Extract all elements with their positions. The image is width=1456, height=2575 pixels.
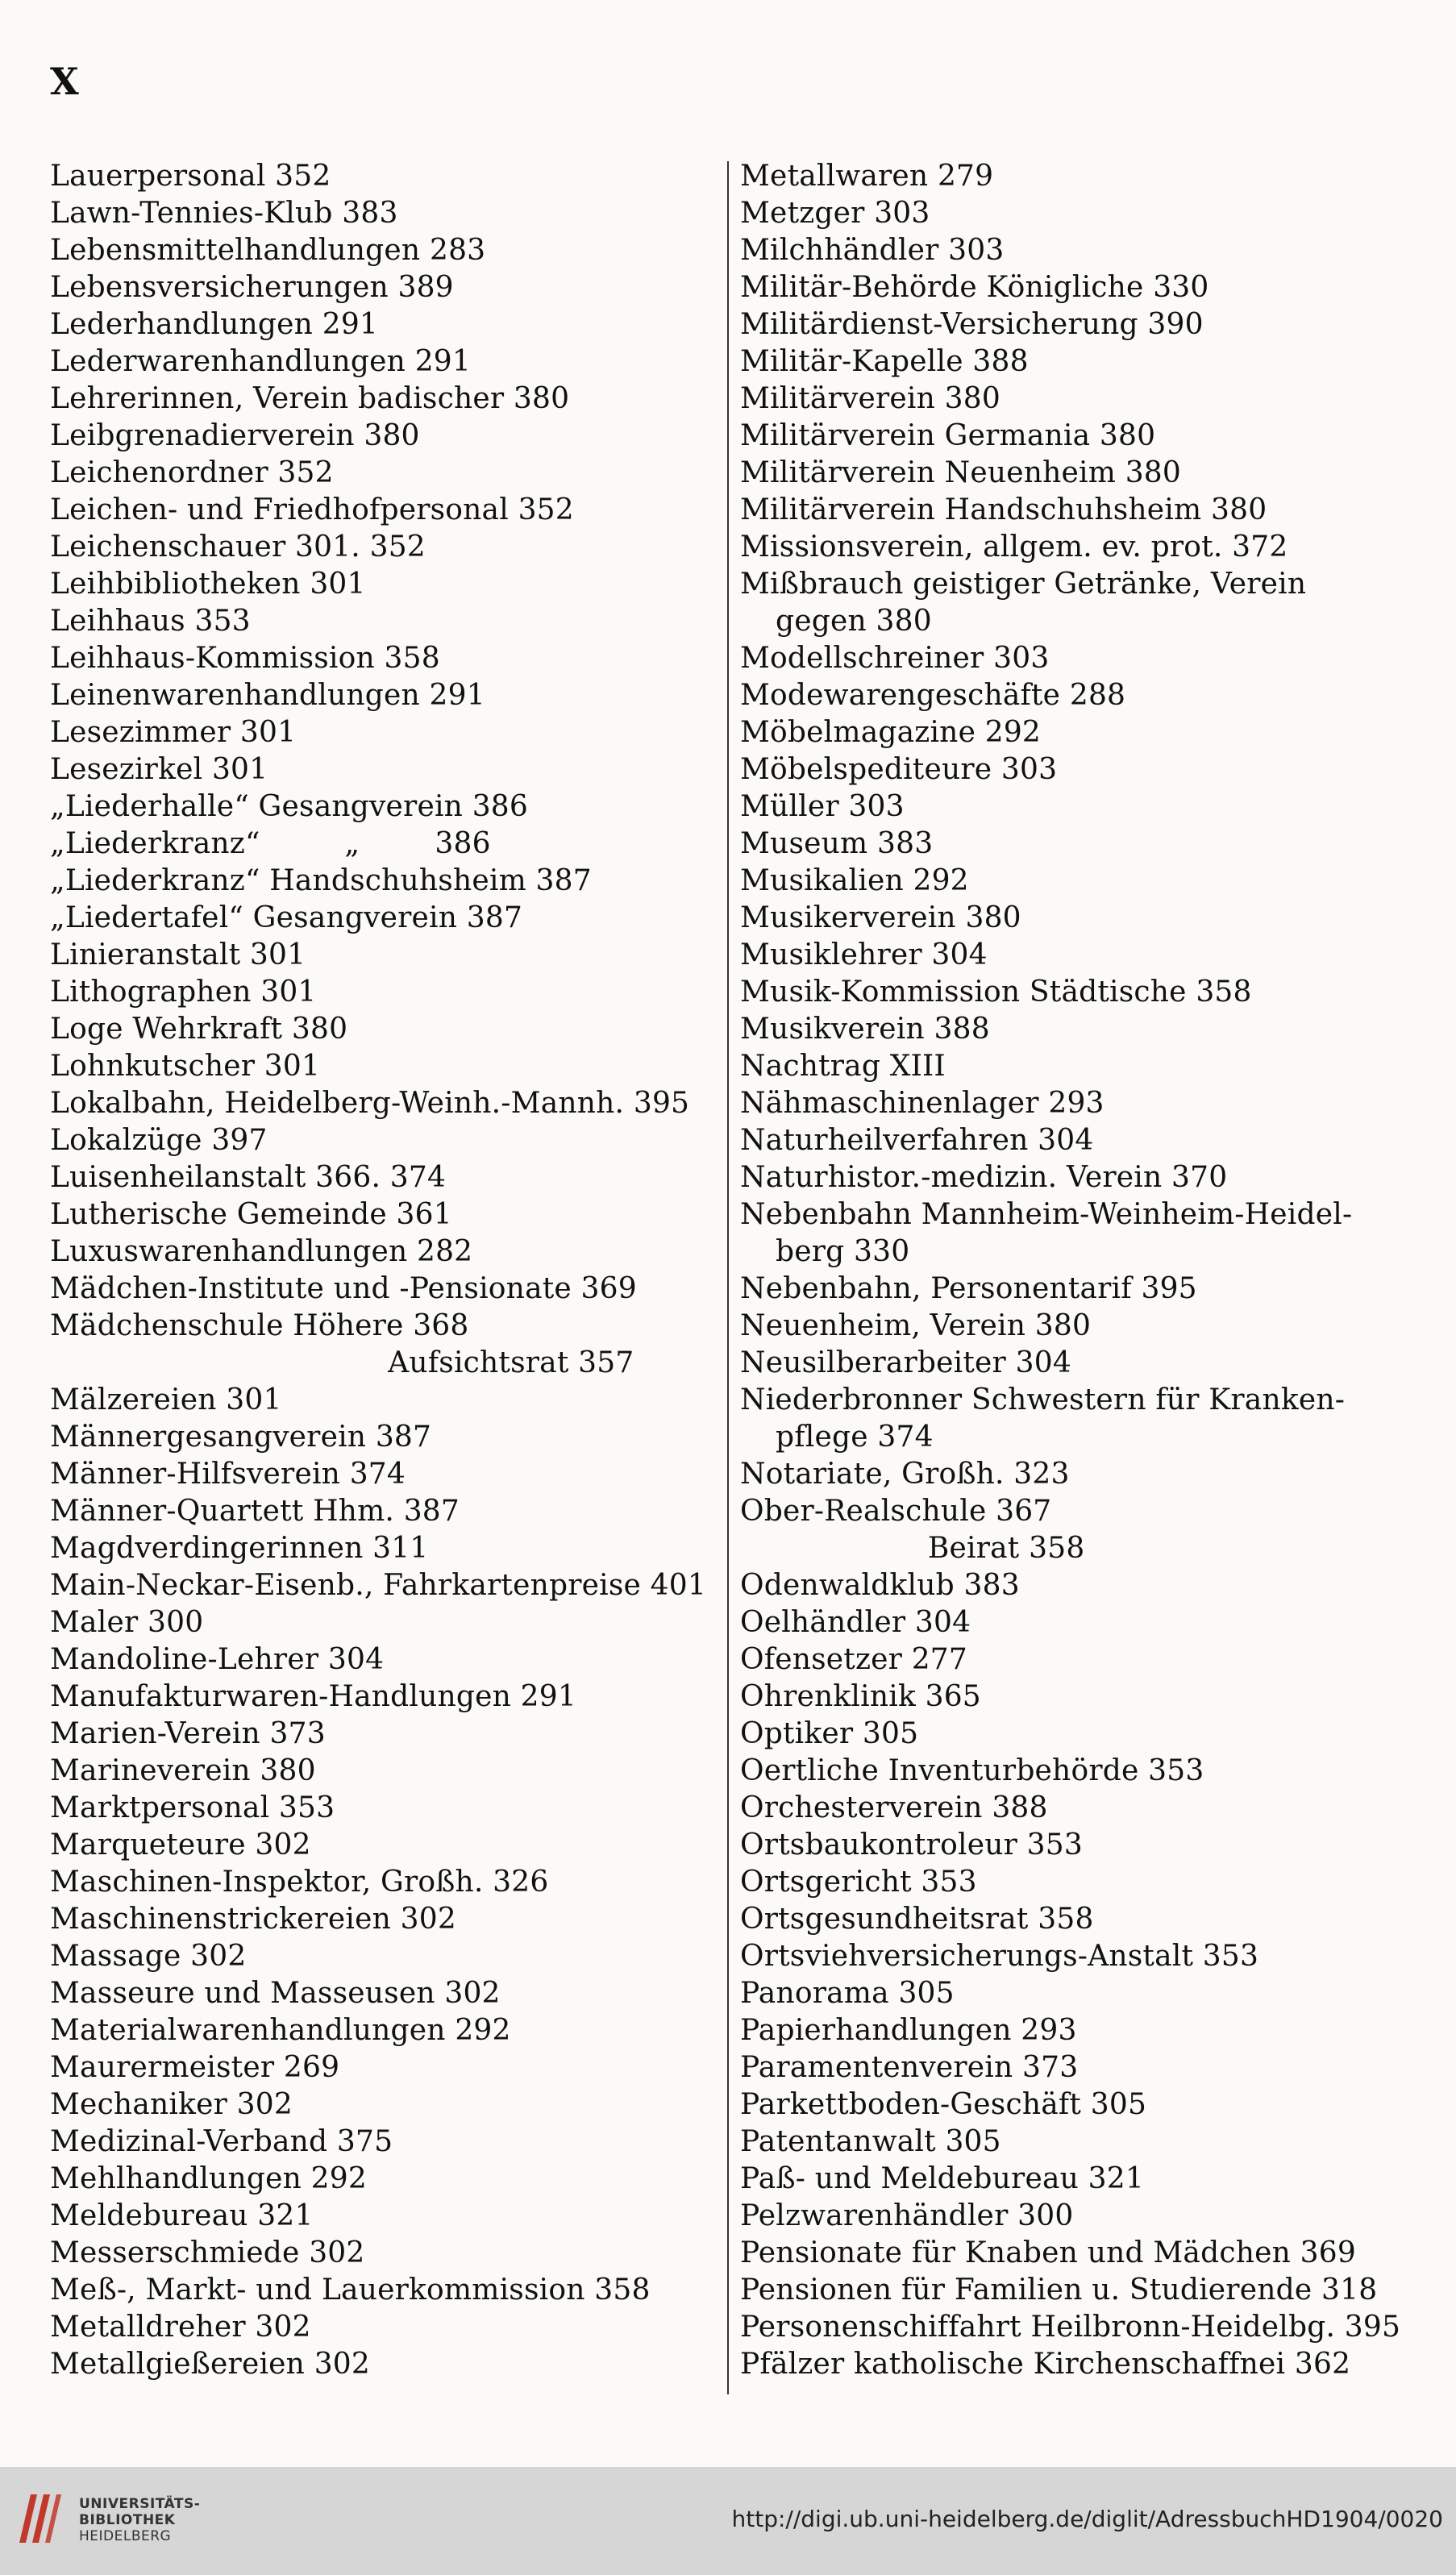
- index-entry: „Liederkranz“ „ 386: [50, 827, 491, 860]
- index-entry: Medizinal-Verband 375: [50, 2125, 393, 2158]
- index-entry: Ortsbaukontroleur 353: [740, 1828, 1083, 1862]
- index-entry: Mandoline-Lehrer 304: [50, 1643, 385, 1676]
- index-entry: Mälzereien 301: [50, 1383, 282, 1416]
- index-entry: Luisenheilanstalt 366. 374: [50, 1161, 447, 1194]
- index-entry: Musiklehrer 304: [740, 938, 988, 971]
- index-entry: Masseure und Masseusen 302: [50, 1977, 501, 2010]
- library-name-line: UNIVERSITÄTS-: [79, 2496, 201, 2512]
- index-entry: Leihbibliotheken 301: [50, 568, 366, 601]
- index-entry: Müller 303: [740, 790, 905, 823]
- index-entry: Leichenordner 352: [50, 456, 334, 489]
- index-entry: Leichenschauer 301. 352: [50, 530, 426, 564]
- library-name-line: HEIDELBERG: [79, 2528, 172, 2544]
- index-entry: Linieranstalt 301: [50, 938, 306, 971]
- index-entry: Modellschreiner 303: [740, 642, 1050, 675]
- index-entry: Orchesterverein 388: [740, 1791, 1048, 1824]
- index-entry: Möbelspediteure 303: [740, 753, 1058, 786]
- index-entry: Männer-Quartett Hhm. 387: [50, 1495, 460, 1528]
- index-entry: Metallgießereien 302: [50, 2348, 371, 2381]
- index-entry: Massage 302: [50, 1940, 247, 1973]
- index-entry: Mehlhandlungen 292: [50, 2162, 367, 2195]
- index-entry: Oertliche Inventurbehörde 353: [740, 1754, 1204, 1787]
- index-entry: Lohnkutscher 301: [50, 1050, 321, 1083]
- index-entry: Ohrenklinik 365: [740, 1680, 981, 1713]
- index-entry: Musik-Kommission Städtische 358: [740, 976, 1252, 1009]
- index-entry: Patentanwalt 305: [740, 2125, 1001, 2158]
- index-entry: Metalldreher 302: [50, 2311, 311, 2344]
- footer-bar: [0, 2467, 1456, 2575]
- index-entry: Luxuswarenhandlungen 282: [50, 1235, 473, 1268]
- index-entry: Beirat 358: [740, 1532, 1085, 1565]
- index-entry: Marqueteure 302: [50, 1828, 311, 1862]
- index-entry: Militär-Behörde Königliche 330: [740, 271, 1209, 304]
- index-entry: Leibgrenadierverein 380: [50, 419, 420, 452]
- index-entry: Main-Neckar-Eisenb., Fahrkartenpreise 401: [50, 1569, 706, 1602]
- index-entry: Museum 383: [740, 827, 934, 860]
- index-entry: Nebenbahn Mannheim-Weinheim-Heidel-: [740, 1198, 1353, 1231]
- index-entry: Naturhistor.-medizin. Verein 370: [740, 1161, 1228, 1194]
- index-entry: Maschinen-Inspektor, Großh. 326: [50, 1866, 549, 1899]
- index-entry: Personenschiffahrt Heilbronn-Heidelbg. 395: [740, 2311, 1401, 2344]
- index-entry: Lehrerinnen, Verein badischer 380: [50, 382, 570, 415]
- index-entry: Maler 300: [50, 1606, 204, 1639]
- column-divider: [727, 161, 729, 2394]
- index-entry: Leihhaus 353: [50, 605, 251, 638]
- index-entry: Paramentenverein 373: [740, 2051, 1079, 2084]
- index-entry: Neusilberarbeiter 304: [740, 1346, 1071, 1379]
- index-entry: Meß-, Markt- und Lauerkommission 358: [50, 2273, 651, 2307]
- index-entry: Leichen- und Friedhofpersonal 352: [50, 493, 574, 526]
- index-entry: gegen 380: [776, 605, 932, 638]
- index-entry: Musikerverein 380: [740, 901, 1021, 934]
- source-url-link[interactable]: http://digi.ub.uni-heidelberg.de/diglit/AdressbuchHD1904/0020: [731, 2506, 1443, 2532]
- index-entry: Lokalbahn, Heidelberg-Weinh.-Mannh. 395: [50, 1087, 690, 1120]
- index-entry: Naturheilverfahren 304: [740, 1124, 1094, 1157]
- index-entry: Lebensversicherungen 389: [50, 271, 454, 304]
- index-entry: Militärdienst-Versicherung 390: [740, 308, 1204, 341]
- index-entry: Panorama 305: [740, 1977, 955, 2010]
- index-entry: Mädchen-Institute und -Pensionate 369: [50, 1272, 637, 1305]
- index-entry: Lederhandlungen 291: [50, 308, 379, 341]
- index-entry: Ofensetzer 277: [740, 1643, 968, 1676]
- index-entry: Odenwaldklub 383: [740, 1569, 1020, 1602]
- index-entry: „Liederkranz“ Handschuhsheim 387: [50, 864, 592, 897]
- index-entry: Aufsichtsrat 357: [50, 1346, 634, 1379]
- index-entry: Nebenbahn, Personentarif 395: [740, 1272, 1197, 1305]
- index-entry: Lesezimmer 301: [50, 716, 297, 749]
- index-entry: Pelzwarenhändler 300: [740, 2199, 1074, 2232]
- left-index-column: [50, 158, 723, 2383]
- index-entry: Oelhändler 304: [740, 1606, 971, 1639]
- index-entry: Mechaniker 302: [50, 2088, 293, 2121]
- index-entry: Männergesangverein 387: [50, 1421, 432, 1454]
- index-entry: Metallwaren 279: [740, 160, 994, 193]
- index-entry: Marktpersonal 353: [50, 1791, 335, 1824]
- index-entry: Männer-Hilfsverein 374: [50, 1458, 406, 1491]
- index-entry: Leinenwarenhandlungen 291: [50, 679, 485, 712]
- index-entry: Maschinenstrickereien 302: [50, 1903, 456, 1936]
- index-entry: Neuenheim, Verein 380: [740, 1309, 1092, 1342]
- index-entry: Parkettboden-Geschäft 305: [740, 2088, 1147, 2121]
- index-entry: Maurermeister 269: [50, 2051, 340, 2084]
- index-entry: Lawn-Tennies-Klub 383: [50, 197, 398, 230]
- index-entry: Materialwarenhandlungen 292: [50, 2014, 511, 2047]
- index-entry: Messerschmiede 302: [50, 2236, 365, 2269]
- index-entry: Notariate, Großh. 323: [740, 1458, 1070, 1491]
- index-entry: Marineverein 380: [50, 1754, 316, 1787]
- index-entry: Leihhaus-Kommission 358: [50, 642, 440, 675]
- index-entry: Militärverein Handschuhsheim 380: [740, 493, 1267, 526]
- index-entry: Militärverein Germania 380: [740, 419, 1156, 452]
- index-entry: Militärverein 380: [740, 382, 1000, 415]
- index-entry: Pensionen für Familien u. Studierende 318: [740, 2273, 1378, 2307]
- index-entry: berg 330: [776, 1235, 910, 1268]
- index-entry: Milchhändler 303: [740, 234, 1005, 267]
- index-entry: Pensionate für Knaben und Mädchen 369: [740, 2236, 1356, 2269]
- index-entry: Lebensmittelhandlungen 283: [50, 234, 486, 267]
- index-entry: Lesezirkel 301: [50, 753, 268, 786]
- index-entry: Meldebureau 321: [50, 2199, 314, 2232]
- index-entry: Modewarengeschäfte 288: [740, 679, 1126, 712]
- library-name-line: BIBLIOTHEK: [79, 2512, 176, 2528]
- university-library-logo: [15, 2490, 66, 2548]
- index-entry: Nachtrag XIII: [740, 1050, 946, 1083]
- index-entry: Magdverdingerinnen 311: [50, 1532, 429, 1565]
- index-entry: Paß- und Meldebureau 321: [740, 2162, 1144, 2195]
- index-entry: Lokalzüge 397: [50, 1124, 268, 1157]
- index-entry: Pfälzer katholische Kirchenschaffnei 362: [740, 2348, 1351, 2381]
- index-entry: Ober-Realschule 367: [740, 1495, 1052, 1528]
- index-entry: „Liedertafel“ Gesangverein 387: [50, 901, 523, 934]
- index-entry: Missionsverein, allgem. ev. prot. 372: [740, 530, 1288, 564]
- index-entry: Loge Wehrkraft 380: [50, 1013, 348, 1046]
- index-entry: Ortsgericht 353: [740, 1866, 977, 1899]
- index-entry: Möbelmagazine 292: [740, 716, 1042, 749]
- index-entry: Mädchenschule Höhere 368: [50, 1309, 469, 1342]
- index-entry: Musikalien 292: [740, 864, 969, 897]
- index-entry: „Liederhalle“ Gesangverein 386: [50, 790, 529, 823]
- index-entry: Nähmaschinenlager 293: [740, 1087, 1104, 1120]
- index-entry: pflege 374: [776, 1421, 934, 1454]
- index-entry: Lutherische Gemeinde 361: [50, 1198, 452, 1231]
- index-entry: Ortsviehversicherungs-Anstalt 353: [740, 1940, 1259, 1973]
- index-entry: Militärverein Neuenheim 380: [740, 456, 1182, 489]
- index-entry: Mißbrauch geistiger Getränke, Verein: [740, 568, 1307, 601]
- index-entry: Metzger 303: [740, 197, 930, 230]
- index-entry: Niederbronner Schwestern für Kranken-: [740, 1383, 1346, 1416]
- index-entry: Lederwarenhandlungen 291: [50, 345, 472, 378]
- library-name: [79, 2496, 200, 2544]
- index-entry: Ortsgesundheitsrat 358: [740, 1903, 1094, 1936]
- page-number: X: [50, 60, 79, 103]
- index-entry: Militär-Kapelle 388: [740, 345, 1029, 378]
- index-entry: Lithographen 301: [50, 976, 317, 1009]
- index-entry: Papierhandlungen 293: [740, 2014, 1077, 2047]
- index-entry: Optiker 305: [740, 1717, 919, 1750]
- index-entry: Manufakturwaren-Handlungen 291: [50, 1680, 576, 1713]
- index-entry: Musikverein 388: [740, 1013, 990, 1046]
- index-entry: Marien-Verein 373: [50, 1717, 326, 1750]
- index-entry: Lauerpersonal 352: [50, 160, 331, 193]
- right-index-column: [740, 158, 1417, 2383]
